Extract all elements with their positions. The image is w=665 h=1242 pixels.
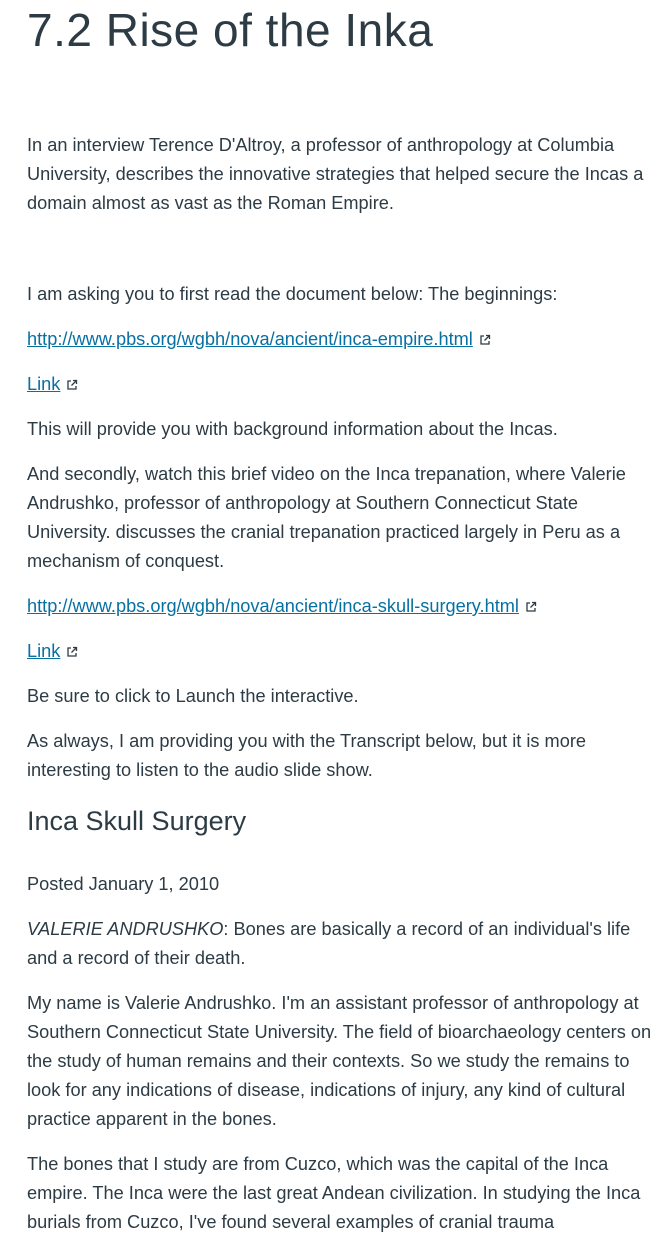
inca-empire-url-link[interactable]: http://www.pbs.org/wgbh/nova/ancient/inca-empire.html: [27, 329, 473, 349]
link2-paragraph: [27, 592, 663, 621]
external-link-icon: [525, 601, 537, 613]
page-title: 7.2 Rise of the Inka: [27, 4, 434, 56]
inca-empire-link[interactable]: Link: [27, 374, 61, 394]
section-title: Inca Skull Surgery: [27, 806, 247, 836]
external-link-icon: [479, 334, 491, 346]
transcript-paragraph-2: The bones that I study are from Cuzco, which was the capital of the Inca empire. The Inca were the last great Andean civilization. In studying the Inca burials from Cuzco, I've found several examples of cranial trauma: [27, 1154, 641, 1232]
inca-skull-surgery-link[interactable]: Link: [27, 641, 61, 661]
link1-short-paragraph: [27, 370, 663, 399]
external-link-icon: [66, 646, 78, 658]
link1-paragraph: [27, 325, 663, 354]
quote-text: : Bones are basically a record of an individual's life and a record of their death.: [27, 919, 631, 968]
background-note: This will provide you with background information about the Incas.: [27, 419, 558, 439]
intro-paragraph: In an interview Terence D'Altroy, a professor of anthropology at Columbia University, describes the innovative strategies that helped secure the Incas a domain almost as vast as the Roman Empire.: [27, 135, 644, 213]
video-instruction: And secondly, watch this brief video on the Inca trepanation, where Valerie Andrushko, professor of anthropology at Southern Connecticut State University. discusses the cranial trepanation practiced largely in Peru as a mechanism of conquest.: [27, 464, 626, 571]
posted-date: Posted January 1, 2010: [27, 874, 220, 894]
inca-skull-surgery-url-link[interactable]: http://www.pbs.org/wgbh/nova/ancient/inca-skull-surgery.html: [27, 596, 519, 616]
reading-instruction: I am asking you to first read the document below: The beginnings:: [27, 284, 558, 304]
page-content: [27, 131, 663, 1237]
transcript-paragraph-1: My name is Valerie Andrushko. I'm an assistant professor of anthropology at Southern Connecticut State University. The field of bioarchaeology centers on the study of human remains and their contexts. So we study the remains to look for any indications of disease, indications of injury, any kind of cultural practice apparent in the bones.: [27, 993, 652, 1129]
transcript-note: As always, I am providing you with the Transcript below, but it is more interesting to listen to the audio slide show.: [27, 731, 586, 780]
link2-short-paragraph: [27, 637, 663, 666]
launch-note: Be sure to click to Launch the interactive.: [27, 686, 359, 706]
speaker-name: VALERIE ANDRUSHKO: [27, 919, 224, 939]
quote-paragraph: [27, 915, 663, 973]
external-link-icon: [66, 379, 78, 391]
